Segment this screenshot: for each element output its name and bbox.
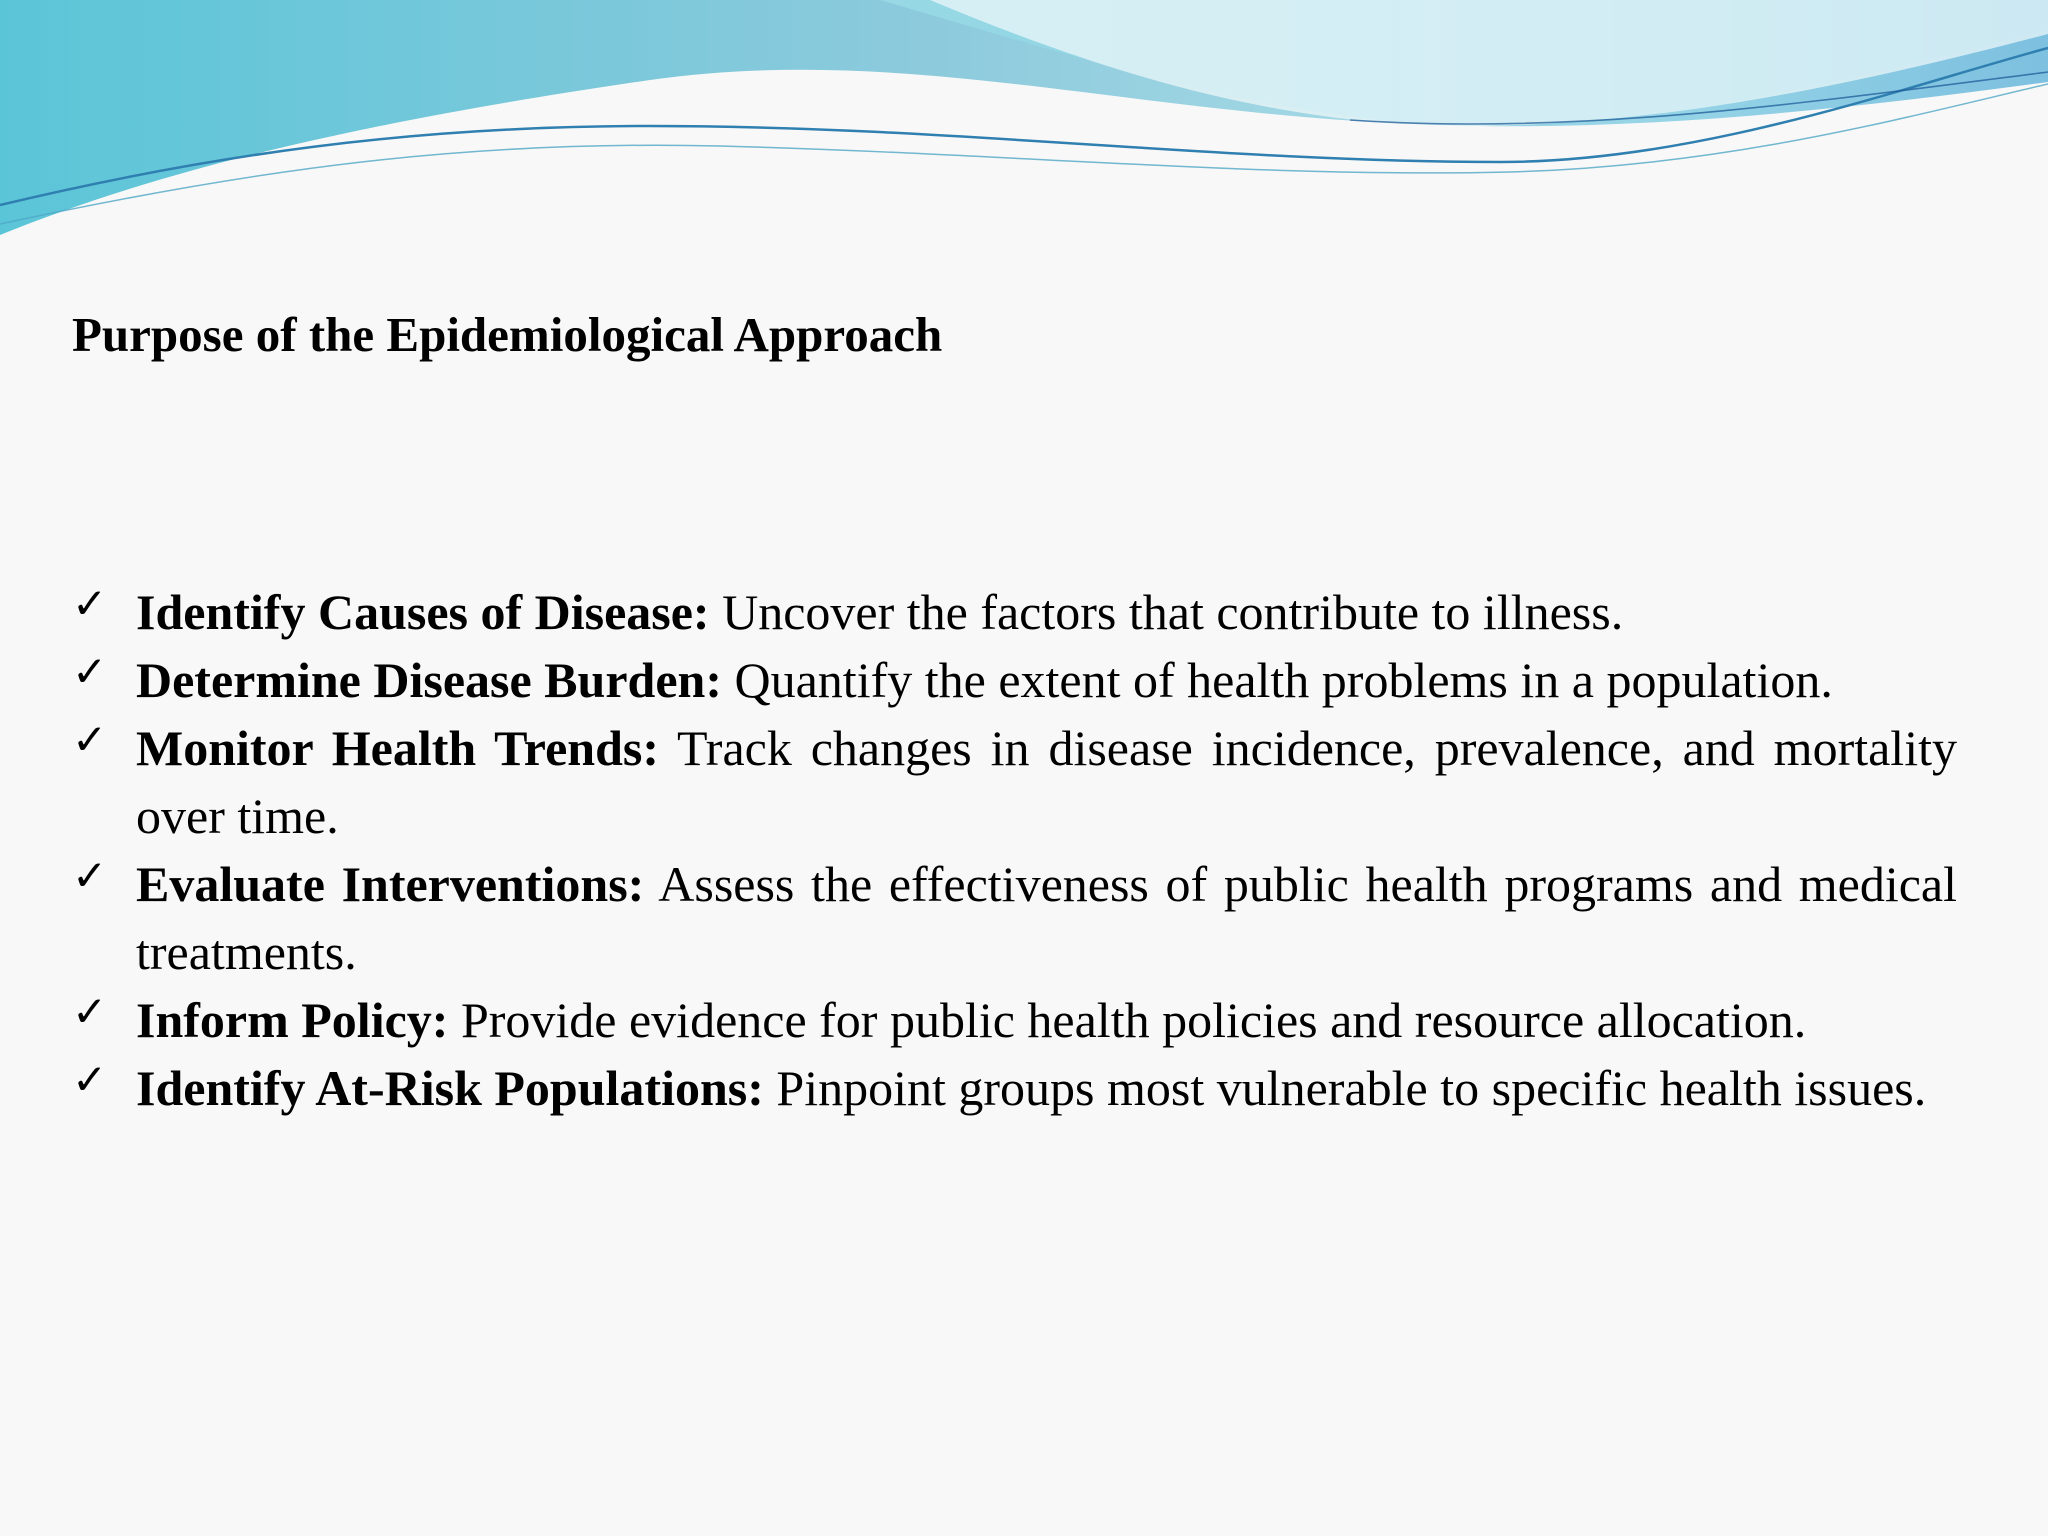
bullet-text (136, 714, 1957, 850)
bullet-text (136, 986, 1957, 1054)
bullet-label: Identify Causes of Disease: (136, 584, 710, 640)
bullet-text (136, 578, 1957, 646)
bullet-item (72, 850, 1957, 986)
bullet-description: Uncover the factors that contribute to illness. (722, 584, 1624, 640)
checkmark-icon: ✓ (72, 851, 108, 900)
checkmark-icon: ✓ (72, 647, 108, 696)
bullet-item (72, 714, 1957, 850)
checkmark-icon: ✓ (72, 715, 108, 764)
bullet-item (72, 986, 1957, 1054)
bullet-text (136, 850, 1957, 986)
bullet-label: Identify At-Risk Populations: (136, 1060, 764, 1116)
bullet-text (136, 646, 1957, 714)
bullet-label: Determine Disease Burden: (136, 652, 722, 708)
bullet-text (136, 1054, 1957, 1122)
checkmark-icon: ✓ (72, 987, 108, 1036)
checkmark-icon: ✓ (72, 1055, 108, 1104)
bullet-item (72, 578, 1957, 646)
purpose-bullet-list (72, 578, 1957, 1122)
bullet-description: Track changes in disease incidence, prevalence, and mortality over time. (136, 720, 1957, 844)
bullet-label: Evaluate Interventions: (136, 856, 645, 912)
bullet-description: Pinpoint groups most vulnerable to specific health issues. (776, 1060, 1927, 1116)
checkmark-icon: ✓ (72, 579, 108, 628)
bullet-description: Provide evidence for public health policies and resource allocation. (460, 992, 1807, 1048)
bullet-label: Monitor Health Trends: (136, 720, 660, 776)
bullet-description: Quantify the extent of health problems in a population. (734, 652, 1833, 708)
decorative-wave-header (0, 0, 2048, 250)
bullet-item (72, 1054, 1957, 1122)
slide-title: Purpose of the Epidemiological Approach (72, 307, 943, 362)
bullet-description: Assess the effectiveness of public health programs and medical treatments. (136, 856, 1957, 980)
bullet-label: Inform Policy: (136, 992, 449, 1048)
bullet-item (72, 646, 1957, 714)
